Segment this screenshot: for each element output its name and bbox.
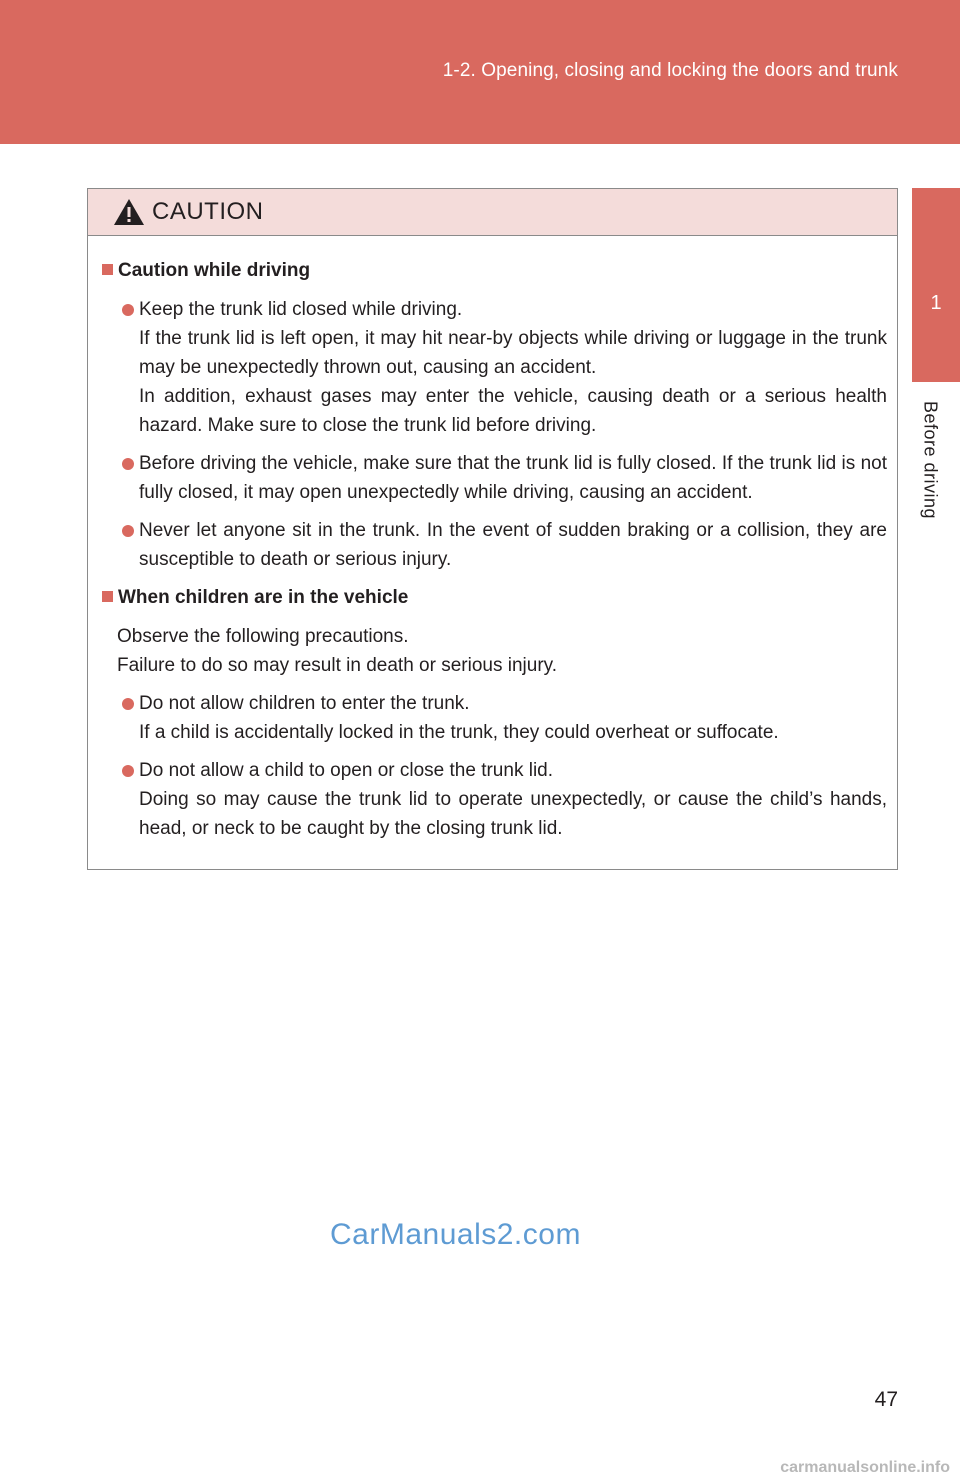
list-item-line: Keep the trunk lid closed while driving. [139, 299, 463, 320]
list-item [122, 756, 887, 843]
caution-title: CAUTION [152, 198, 264, 225]
watermark-carmanuals2: CarManuals2.com [330, 1218, 581, 1251]
intro-line: Failure to do so may result in death or serious injury. [117, 655, 558, 676]
list-item-line: Never let anyone sit in the trunk. In the event of sudden braking or a collision, they are susceptible to death or serious injury. [139, 520, 887, 570]
list-item [122, 689, 887, 747]
list-item-line: Before driving the vehicle, make sure that the trunk lid is fully closed. If the trunk lid is not fully closed, it may open unexpectedly while driving, causing an accident. [139, 453, 887, 503]
square-bullet-icon [102, 264, 113, 275]
section-heading [102, 256, 887, 285]
list-item-text [139, 756, 887, 843]
list-item-line: If the trunk lid is left open, it may hit near-by objects while driving or luggage in the trunk may be unexpectedly thrown out, causing an accident. [139, 328, 887, 378]
section-intro [102, 622, 887, 680]
list-item-line: Do not allow children to enter the trunk. [139, 693, 470, 714]
header-band [0, 0, 960, 144]
intro-line: Observe the following precautions. [117, 626, 409, 647]
list-item-line: In addition, exhaust gases may enter the vehicle, causing death or a serious health hazard. Make sure to close the trunk lid before driving. [139, 386, 887, 436]
page-number: 47 [874, 1388, 898, 1411]
list-item-line: If a child is accidentally locked in the trunk, they could overheat or suffocate. [139, 722, 779, 743]
square-bullet-icon [102, 591, 113, 602]
list-item-line: Do not allow a child to open or close the trunk lid. [139, 760, 554, 781]
warning-triangle-icon [112, 197, 146, 227]
watermark-carmanualsonline: carmanualsonline.info [780, 1459, 950, 1476]
chapter-tab-number: 1 [930, 292, 942, 314]
section-heading-text: When children are in the vehicle [118, 587, 409, 608]
round-bullet-icon [122, 525, 134, 537]
round-bullet-icon [122, 304, 134, 316]
round-bullet-icon [122, 458, 134, 470]
caution-body [88, 236, 897, 843]
chapter-tab [912, 188, 960, 382]
section-heading-text: Caution while driving [118, 260, 311, 281]
section-title: 1-2. Opening, closing and locking the doors and trunk [442, 60, 898, 81]
list-item-text [139, 516, 887, 574]
list-item [122, 449, 887, 507]
list-item-text [139, 449, 887, 507]
list-item-text [139, 295, 887, 440]
section-heading [102, 583, 887, 612]
round-bullet-icon [122, 698, 134, 710]
list-item [122, 516, 887, 574]
list-item-line: Doing so may cause the trunk lid to operate unexpectedly, or cause the child’s hands, head, or neck to be caught by the closing trunk lid. [139, 789, 887, 839]
chapter-label: Before driving [920, 400, 941, 520]
list-item-text [139, 689, 887, 747]
round-bullet-icon [122, 765, 134, 777]
list-item [122, 295, 887, 440]
caution-header [88, 189, 897, 236]
caution-box [87, 188, 898, 870]
